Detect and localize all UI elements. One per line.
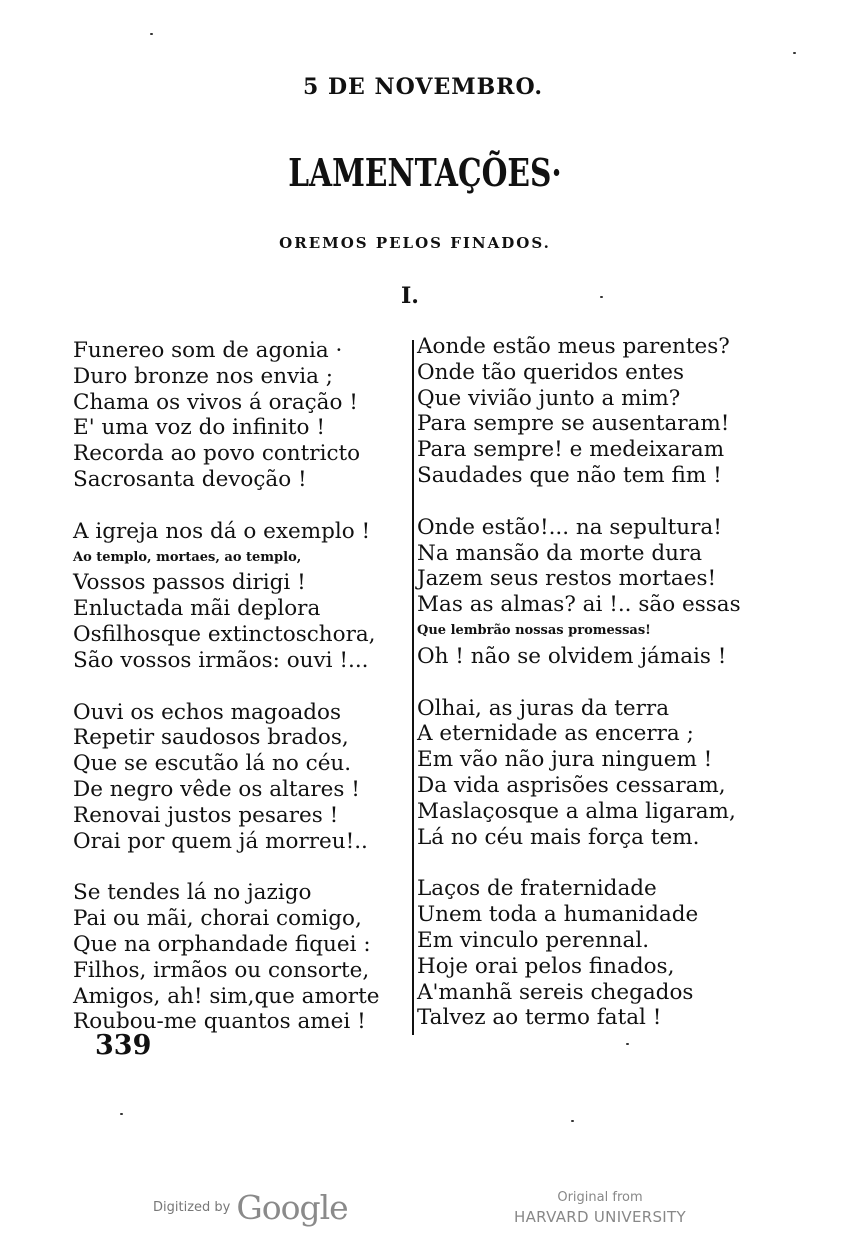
ink-speck — [120, 1113, 123, 1115]
verse-line: A igreja nos dá o exemplo ! — [73, 518, 371, 544]
verse-line: Em vão não jura ninguem ! — [417, 747, 713, 773]
verse-line: Oh ! não se olvidem jámais ! — [417, 643, 727, 669]
digitized-by-google — [153, 1188, 348, 1227]
institution-name: HARVARD UNIVERSITY — [514, 1208, 686, 1226]
verse-line: São vossos irmãos: ouvi !... — [73, 647, 369, 673]
verse-line: Maslaçosque a alma ligaram, — [417, 798, 736, 824]
left-column — [73, 338, 379, 1061]
verse-line: Aonde estão meus parentes? — [417, 334, 730, 359]
verse-line: Amigos, ah! sim,que amorte — [73, 983, 380, 1009]
verse-line: Recorda ao povo contricto — [73, 441, 361, 467]
original-from-block — [510, 1190, 690, 1226]
verse-line: Renovai justos pesares ! — [73, 802, 339, 828]
verse-line: Saudades que não tem fim ! — [417, 462, 722, 488]
verse-line: Na mansão da morte dura — [417, 540, 703, 566]
ink-speck — [150, 33, 153, 35]
verse-line: Onde estão!... na sepultura! — [417, 514, 722, 540]
verse-line: E' uma voz do infinito ! — [73, 415, 325, 441]
ink-speck — [600, 296, 603, 298]
verse-line: Para sempre se ausentaram! — [417, 411, 730, 437]
original-from-label: Original from — [557, 1190, 643, 1205]
verse-line: Lá no céu mais força tem. — [417, 824, 700, 850]
stanza — [73, 519, 379, 674]
verse-line: Repetir saudosos brados, — [73, 725, 349, 751]
verse-line: Que lembrão nossas promessas! — [417, 622, 651, 638]
verse-line: Pai ou mãi, chorai comigo, — [73, 906, 362, 932]
verse-line: Talvez ao termo fatal ! — [417, 1005, 662, 1031]
verse-line: Enluctada mãi deplora — [73, 596, 321, 622]
verse-line: Em vinculo perennal. — [417, 927, 650, 953]
verse-line: Sacrosanta devoção ! — [73, 466, 307, 492]
verse-line: Que na orphandade fiquei : — [73, 931, 371, 957]
stanza — [73, 338, 379, 493]
ink-speck — [626, 1043, 629, 1045]
digitized-by-label: Digitized by — [153, 1200, 231, 1215]
section-numeral: I. — [401, 283, 419, 309]
verse-line: Jazem seus restos mortaes! — [417, 566, 717, 592]
ink-speck — [571, 1120, 574, 1122]
stanza — [417, 334, 741, 489]
verse-line: Da vida asprisões cessaram, — [417, 772, 726, 798]
stanza — [417, 515, 741, 670]
verse-line: Filhos, irmãos ou consorte, — [73, 957, 370, 983]
verse-line: De negro vêde os altares ! — [73, 776, 360, 802]
verse-line: Para sempre! e medeixaram — [417, 437, 725, 463]
stanza — [417, 876, 741, 1031]
verse-line: Olhai, as juras da terra — [417, 695, 670, 721]
verse-line: Que se escutão lá no céu. — [73, 751, 352, 777]
verse-line: Duro bronze nos envia ; — [73, 363, 334, 389]
column-divider — [412, 340, 414, 1035]
verse-line: Ouvi os echos magoados — [73, 699, 342, 725]
verse-line: Unem toda a humanidade — [417, 902, 699, 928]
verse-line: Laços de fraternidade — [417, 876, 657, 902]
ink-speck — [793, 52, 796, 54]
stanza — [73, 700, 379, 855]
verse-line: Vossos passos dirigi ! — [73, 570, 306, 596]
verse-line: Chama os vivos á oração ! — [73, 389, 358, 415]
verse-line: Hoje orai pelos finados, — [417, 953, 675, 979]
verse-line: Se tendes lá no jazigo — [73, 880, 312, 906]
verse-line: Roubou-me quantos amei ! — [73, 1009, 366, 1035]
stanza — [73, 880, 379, 1035]
poem-title: LAMENTAÇÕES· — [288, 150, 562, 195]
verse-line: Funereo som de agonia · — [73, 338, 343, 363]
verse-line: A'manhã sereis chegados — [417, 979, 694, 1005]
verse-line: Mas as almas? ai !.. são essas — [417, 592, 741, 618]
page-header-date: 5 DE NOVEMBRO. — [303, 74, 543, 100]
right-column — [417, 334, 741, 1057]
verse-line: Osfilhosque extinctoschora, — [73, 621, 376, 647]
page-number: 339 — [95, 1030, 152, 1061]
verse-line: Orai por quem já morreu!.. — [73, 828, 368, 854]
stanza — [417, 696, 741, 851]
poem-subtitle: OREMOS PELOS FINADOS. — [279, 234, 551, 252]
verse-line: Que vivião junto a mim? — [417, 385, 681, 411]
verse-line: Ao templo, mortaes, ao templo, — [73, 549, 302, 565]
verse-line: A eternidade as encerra ; — [417, 721, 694, 747]
verse-line: Onde tão queridos entes — [417, 359, 685, 385]
google-logo: Google — [236, 1188, 348, 1227]
